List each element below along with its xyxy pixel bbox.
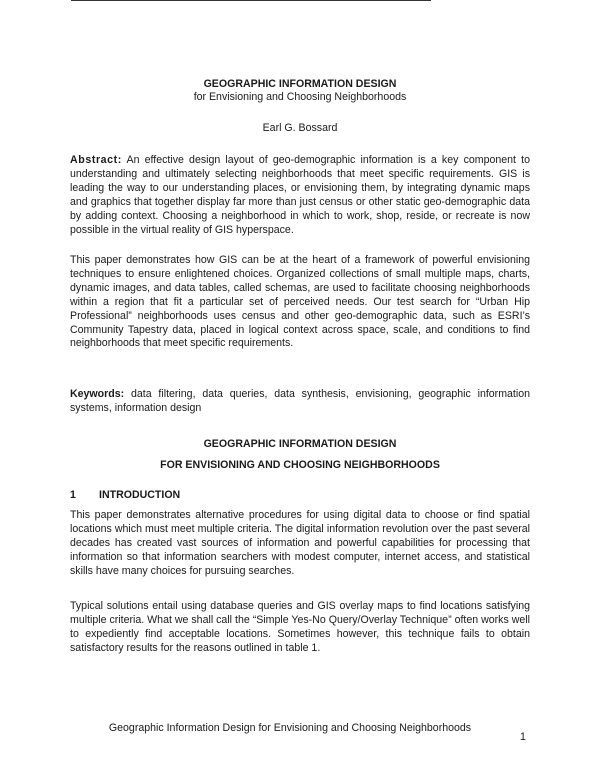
keywords-text: data filtering, data queries, data synthesis, envisioning, geographic information systems, information design xyxy=(70,388,530,414)
top-rule xyxy=(71,0,431,1)
paper-subtitle: for Envisioning and Choosing Neighborhoods xyxy=(193,91,407,103)
title-block xyxy=(0,78,600,104)
abstract-text: An effective design layout of geo-demographic information is a key component to understanding and ultimately selecting neighborhoods that meet specific requirements. GIS is leading the way to our understanding places, or envisioning them, by integrating dynamic maps and graphics that together display far more than just census or other static geo-demographic data by adding context. Choosing a neighborhood in which to work, shop, reside, or recreate is now possible in the virtual reality of GIS hyperspace. xyxy=(70,154,530,236)
section-number: 1 xyxy=(70,489,76,501)
intro-heading xyxy=(70,489,180,501)
section-heading-line2: FOR ENVISIONING AND CHOOSING NEIGHBORHOODS xyxy=(160,459,440,471)
abstract-label: Abstract: xyxy=(70,154,122,166)
section-title: INTRODUCTION xyxy=(99,489,181,501)
keywords-label: Keywords: xyxy=(70,388,125,400)
page-number: 1 xyxy=(520,731,526,743)
page-footer: Geographic Information Design for Envisioning and Choosing Neighborhoods xyxy=(108,722,472,734)
abstract-paragraph xyxy=(70,154,530,237)
intro-paragraph-1: This paper demonstrates alternative procedures for using digital data to choose or find spatial locations which must meet multiple criteria. The digital information revolution over the past several decades has created vast sources of information and powerful capabilities for processing that information so that information searchers with modest computer, internet access, and statistical skills have many choices for pursuing searches. xyxy=(70,509,530,577)
intro-paragraph-2: Typical solutions entail using database queries and GIS overlay maps to find locations satisfying multiple criteria. What we shall call the “Simple Yes-No Query/Overlay Technique” often works well to expediently find acceptable locations. Sometimes however, this technique fails to obtain satisfactory results for the reasons outlined in table 1. xyxy=(70,600,530,654)
author: Earl G. Bossard xyxy=(262,122,338,134)
abstract-paragraph-2: This paper demonstrates how GIS can be at the heart of a framework of powerful envisioning techniques to ensure enlightened choices. Organized collections of small multiple maps, charts, dynamic images, and data tables, called schemas, are used to facilitate choosing neighborhoods within a region that fit a particular set of perceived needs. Our test search for “Urban Hip Professional” neighborhoods uses census and other geo-demographic data, such as ESRI’s Community Tapestry data, placed in logical context across space, scale, and conditions to find neighborhoods that meet specific requirements. xyxy=(70,254,530,350)
section-heading-line1: GEOGRAPHIC INFORMATION DESIGN xyxy=(203,438,397,450)
keywords-paragraph xyxy=(70,388,530,416)
paper-title: GEOGRAPHIC INFORMATION DESIGN xyxy=(203,78,397,90)
